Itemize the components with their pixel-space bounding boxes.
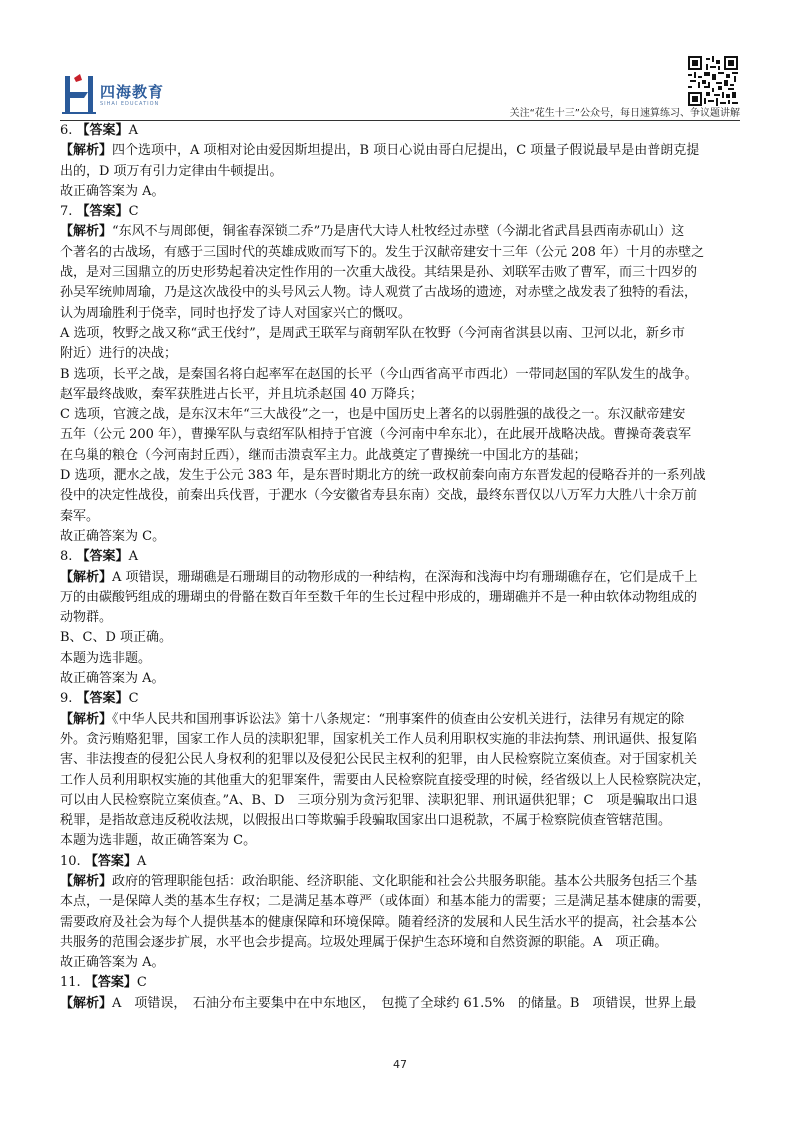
text-line (60, 669, 740, 689)
logo (62, 72, 172, 120)
line-text: 可以由人民检察院立案侦查。”A、B、D 三项分别为贪污犯罪、渎职犯罪、刑讯逼供犯罪；C 项是骗取出口退 (60, 792, 698, 808)
line-text: 故正确答案为 A。 (60, 183, 165, 199)
text-line (60, 608, 740, 628)
section-tag: 【解析】 (60, 224, 113, 240)
header-slogan: 关注“花生十三”公众号，每日速算练习、争议题讲解 (509, 108, 740, 119)
line-text: 万的由碳酸钙组成的珊瑚虫的骨骼在数百年至数千年的生长过程中形成的，珊瑚礁并不是一种由软体动物组成的 (60, 589, 698, 605)
section-tag: 【解析】 (60, 873, 113, 889)
logo-subtitle: SIHAI EDUCATION (100, 101, 160, 107)
text-line (60, 953, 740, 973)
line-text: 外。贪污贿赂犯罪，国家工作人员的渎职犯罪，国家机关工作人员利用职权实施的非法拘禁、刑讯逼供、报复陷 (60, 731, 698, 747)
text-line (60, 628, 740, 648)
line-text: D 选项，淝水之战，发生于公元 383 年，是东晋时期北方的统一政权前秦向南方东晋发起的侵略吞并的一系列战 (60, 468, 706, 484)
text-line (60, 385, 740, 405)
line-text: 秦军。 (60, 508, 100, 524)
question-number: 10. (60, 853, 81, 869)
line-text: B 选项，长平之战，是秦国名将白起率军在赵国的长平（今山西省高平市西北）一带同赵国的军队发生的战争。 (60, 366, 698, 382)
text-line (60, 222, 740, 242)
question-number: 6. (60, 123, 73, 138)
text-line (60, 771, 740, 791)
line-text: 故正确答案为 C。 (60, 528, 166, 544)
text-line (60, 852, 740, 872)
line-text: 本题为选非题，故正确答案为 C。 (60, 833, 257, 849)
text-line (60, 872, 740, 892)
text-line (60, 486, 740, 506)
question-number: 8. (60, 549, 73, 565)
text-line (60, 466, 740, 486)
text-line (60, 121, 740, 141)
line-text: 五年（公元 200 年），曹操军队与袁绍军队相持于官渡（今河南中牟东北），在此展开战略决战。曹操奇袭袁军 (60, 427, 692, 443)
section-tag: 【解析】 (60, 711, 113, 727)
line-text: 故正确答案为 A。 (60, 671, 165, 687)
question-number: 7. (60, 204, 73, 220)
text-line (60, 892, 740, 912)
text-line (60, 973, 740, 993)
line-text: 害、非法搜查的侵犯公民人身权利的犯罪以及侵犯公民民主权利的犯罪，由人民检察院立案侦查。对于国家机关 (60, 752, 698, 768)
text-line (60, 791, 740, 811)
line-text: C (136, 975, 147, 991)
line-text: 共服务的范围会逐步扩展，水平也会步提高。垃圾处理属于保护生态环境和自然资源的职能。A 项正确。 (60, 934, 668, 950)
text-line (60, 811, 740, 831)
line-text: “东风不与周郎便，铜雀春深锁二乔”乃是唐代大诗人杜牧经过赤壁（今湖北省武昌县西南赤矶山）这 (112, 224, 685, 240)
question-number: 11. (60, 975, 81, 991)
line-text: A 选项，牧野之战又称“武王伐纣”，是周武王联军与商朝军队在牧野（今河南省淇县以南、卫河以北，新乡市 (60, 325, 685, 341)
line-text: 役中的决定性战役，前秦出兵伐晋，于淝水（今安徽省寿县东南）交战，最终东晋仅以八万军力大胜八十余万前 (60, 488, 698, 504)
section-tag: 【解析】 (60, 143, 113, 159)
text-line (60, 446, 740, 466)
text-line (60, 649, 740, 669)
logo-mark-icon (62, 72, 96, 116)
line-text: A (128, 549, 138, 565)
section-tag: 【答案】 (76, 691, 129, 707)
text-line (60, 710, 740, 730)
section-tag: 【答案】 (76, 123, 129, 138)
line-text: A 项错误，珊瑚礁是石珊瑚目的动物形成的一种结构，在深海和浅海中均有珊瑚礁存在，它们是成千上 (112, 569, 698, 585)
text-line (60, 507, 740, 527)
qr-code-icon (688, 56, 738, 106)
text-line (60, 568, 740, 588)
text-line (60, 994, 740, 1014)
line-text: 孙吴军统帅周瑜，乃是这次战役中的头号风云人物。诗人观赏了古战场的遗迹，对赤壁之战发表了独特的看法， (60, 285, 698, 301)
text-line (60, 547, 740, 567)
line-text: 故正确答案为 A。 (60, 955, 165, 971)
text-line (60, 527, 740, 547)
text-line (60, 243, 740, 263)
text-line (60, 425, 740, 445)
text-line (60, 263, 740, 283)
text-line (60, 588, 740, 608)
section-tag: 【答案】 (76, 204, 129, 220)
line-text: 税罪，是指故意违反税收法规，以假报出口等欺骗手段骗取国家出口退税款，不属于检察院侦查管辖范围。 (60, 813, 672, 829)
text-line (60, 933, 740, 953)
section-tag: 【答案】 (84, 975, 137, 991)
text-line (60, 344, 740, 364)
line-text: 动物群。 (60, 610, 113, 626)
line-text: 需要政府及社会为每个人提供基本的健康保障和环境保障。随着经济的发展和人民生活水平的提高，社会基本公 (60, 914, 698, 930)
line-text: 《中华人民共和国刑事诉讼法》第十八条规定：“刑事案件的侦查由公安机关进行，法律另有规定的除 (112, 711, 685, 727)
line-text: 四个选项中，A 项相对论由爱因斯坦提出，B 项日心说由哥白尼提出，C 项量子假说最早是由普朗克提 (112, 143, 700, 159)
text-line (60, 730, 740, 750)
text-line (60, 365, 740, 385)
line-text: 本题为选非题。 (60, 650, 152, 666)
line-text: A (128, 123, 138, 138)
section-tag: 【解析】 (60, 569, 113, 585)
text-line (60, 283, 740, 303)
line-text: A (136, 853, 147, 869)
text-line (60, 162, 740, 182)
text-line (60, 405, 740, 425)
line-text: 出的，D 项万有引力定律由牛顿提出。 (60, 163, 283, 179)
line-text: 本点，一是保障人类的基本生存权；二是满足基本尊严（或体面）和基本能力的需要；三是满足基本健康的需要， (60, 894, 711, 910)
line-text: 工作人员利用职权实施的其他重大的犯罪案件，需要由人民检察院直接受理的时候，经省级以上人民检察院决定， (60, 772, 711, 788)
text-line (60, 202, 740, 222)
line-text: A 项错误， 石油分布主要集中在中东地区， 包揽了全球约 61.5% 的储量。B 项错误，世界上最 (112, 995, 697, 1011)
text-line (60, 689, 740, 709)
line-text: 政府的管理职能包括：政治职能、经济职能、文化职能和社会公共服务职能。基本公共服务包括三个基 (112, 873, 698, 889)
line-text: C (128, 691, 139, 707)
line-text: C 选项，官渡之战，是东汉末年“三大战役”之一，也是中国历史上著名的以弱胜强的战役之一。东汉献帝建安 (60, 407, 686, 423)
page-header (0, 0, 800, 122)
line-text: 个著名的古战场，有感于三国时代的英雄成败而写下的。发生于汉献帝建安十三年（公元 208 年）十月的赤壁之 (60, 244, 705, 260)
question-number: 9. (60, 691, 73, 707)
logo-text: 四海教育 (100, 83, 165, 101)
section-tag: 【答案】 (84, 853, 137, 869)
text-line (60, 324, 740, 344)
text-line (60, 304, 740, 324)
page-number: 47 (393, 1058, 407, 1071)
answer-explanations (60, 121, 740, 1014)
line-text: C (128, 204, 139, 220)
text-line (60, 831, 740, 851)
text-line (60, 141, 740, 161)
line-text: 在乌巢的粮仓（今河南封丘西），继而击溃袁军主力。此战奠定了曹操统一中国北方的基础； (60, 447, 587, 463)
line-text: 赵军最终战败，秦军获胜进占长平，并且坑杀赵国 40 万降兵； (60, 386, 423, 402)
section-tag: 【解析】 (60, 995, 113, 1011)
line-text: 附近）进行的决战； (60, 346, 178, 362)
section-tag: 【答案】 (76, 549, 129, 565)
text-line (60, 182, 740, 202)
line-text: 战，是对三国鼎立的历史形势起着决定性作用的一次重大战役。其结果是孙、刘联军击败了曹军，而三十四岁的 (60, 265, 698, 281)
line-text: B、C、D 项正确。 (60, 630, 173, 646)
line-text: 认为周瑜胜利于侥幸，同时也抒发了诗人对国家兴亡的慨叹。 (60, 305, 412, 321)
text-line (60, 750, 740, 770)
text-line (60, 913, 740, 933)
